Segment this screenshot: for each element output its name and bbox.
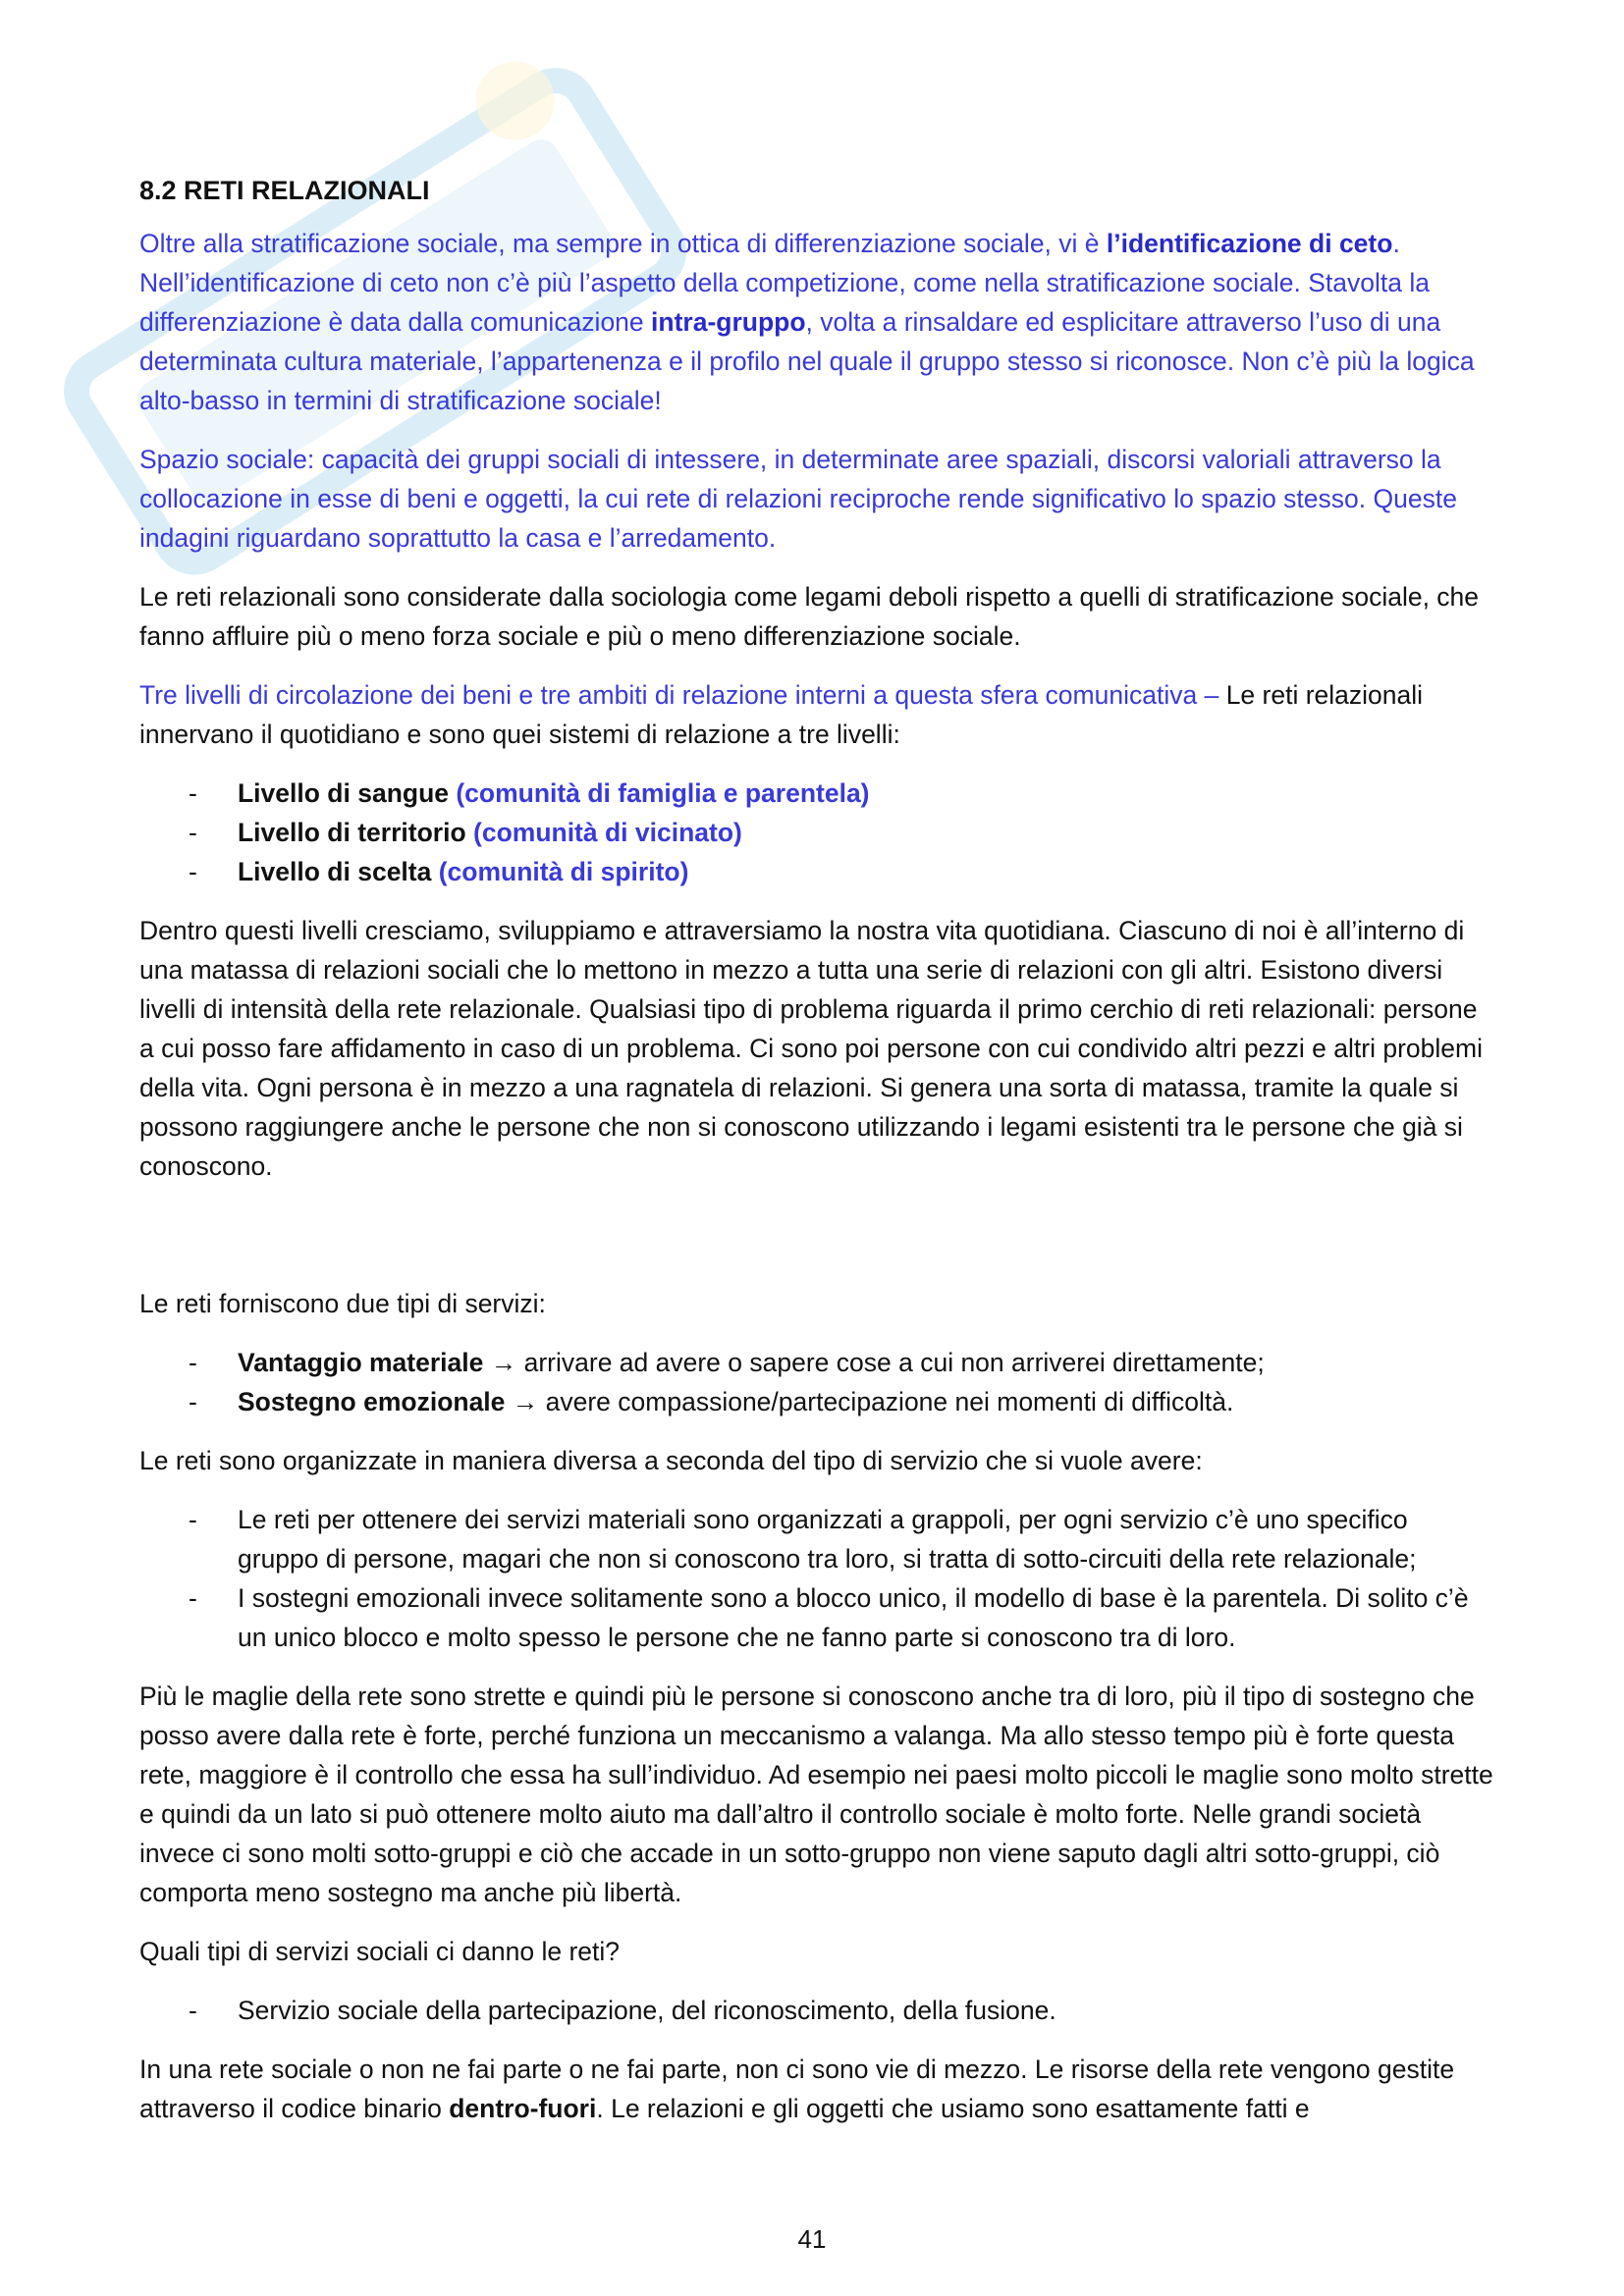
spacer: [139, 1205, 1494, 1284]
bold-term: l’identificazione di ceto: [1106, 229, 1393, 258]
paragraph-maglie-rete: Più le maglie della rete sono strette e quindi più le persone si conoscono anche tra di loro, più il tipo di sostegno che posso avere dalla rete è forte, perché funziona un meccanismo a valanga. Ma allo stesso tempo più è forte questa rete, maggiore è il controllo che essa ha sull’individuo. Ad esempio nei paesi molto piccoli le maglie sono molto strette e quindi da un lato si può ottenere molto aiuto ma dall’altro il controllo sociale è molto forte. Nelle grandi società invece ci sono molti sotto-gruppi e ciò che accade in un sotto-gruppo non viene saputo dagli altri sotto-gruppi, ciò comporta meno sostegno ma anche più libertà.: [139, 1682, 1493, 1907]
paragraph-organizzazione-intro: Le reti sono organizzate in maniera diversa a seconda del tipo di servizio che si vuole avere:: [139, 1446, 1203, 1475]
paragraph-reti-relazionali: Le reti relazionali sono considerate dalla sociologia come legami deboli rispetto a quelli di stratificazione sociale, che fanno affluire più o meno forza sociale e più o meno differenziazione sociale.: [139, 582, 1480, 651]
bold-term: dentro-fuori: [449, 2094, 597, 2123]
list-item: - Livello di scelta (comunità di spirito): [139, 852, 1494, 891]
list-item: - Servizio sociale della partecipazione, del riconoscimento, della fusione.: [139, 1991, 1494, 2030]
paragraph-spazio-sociale: Spazio sociale: capacità dei gruppi sociali di intessere, in determinate aree spaziali, discorsi valoriali attraverso la collocazione in esse di beni e oggetti, la cui rete di relazioni reciproche rende significativo lo spazio stesso. Queste indagini riguardano soprattutto la casa e l’arredamento.: [139, 445, 1457, 553]
paragraph-servizi-intro: Le reti forniscono due tipi di servizi:: [139, 1289, 546, 1318]
list-item: - Le reti per ottenere dei servizi materiali sono organizzati a grappoli, per ogni servizio c’è uno specifico gruppo di persone, magari che non si conoscono tra loro, si tratta di sotto-circuiti della rete relazionale;: [139, 1500, 1494, 1578]
paragraph-identificazione-ceto: Oltre alla stratificazione sociale, ma sempre in ottica di differenziazione sociale, vi è l’identificazione di ceto. Nell’identificazione di ceto non c’è più l’aspetto della competizione, come nella stratificazione sociale. Stavolta la differenziazione è data dalla comunicazione intra-gruppo, volta a rinsaldare ed esplicitare attraverso l’uso di una determinata cultura materiale, l’appartenenza e il profilo nel quale il gruppo stesso si riconosce. Non c’è più la logica alto-basso in termini di stratificazione sociale!: [139, 229, 1475, 415]
list-item: - Livello di sangue (comunità di famiglia e parentela): [139, 774, 1494, 813]
bold-term: intra-gruppo: [651, 307, 806, 337]
list-item: - Livello di territorio (comunità di vicinato): [139, 813, 1494, 852]
document-page: [139, 173, 1494, 2148]
paragraph-tre-livelli: Tre livelli di circolazione dei beni e tre ambiti di relazione interni a questa sfera comunicativa – Le reti relazionali innervano il quotidiano e sono quei sistemi di relazione a tre livelli:: [139, 680, 1424, 749]
levels-list: [139, 774, 1494, 891]
list-item: - Vantaggio materiale → arrivare ad avere o sapere cose a cui non arriverei direttamente;: [139, 1343, 1494, 1382]
page-number: 41: [797, 2224, 827, 2254]
services-list: [139, 1343, 1494, 1421]
paragraph-matassa: Dentro questi livelli cresciamo, sviluppiamo e attraversiamo la nostra vita quotidiana. Ciascuno di noi è all’interno di una matassa di relazioni sociali che lo mettono in mezzo a tutta una serie di relazioni con gli altri. Esistono diversi livelli di intensità della rete relazionale. Qualsiasi tipo di problema riguarda il primo cerchio di reti relazionali: persone a cui posso fare affidamento in caso di un problema. Ci sono poi persone con cui condivido altri pezzi e altri problemi della vita. Ogni persona è in mezzo a una ragnatela di relazioni. Si genera una sorta di matassa, tramite la quale si possono raggiungere anche le persone che non si conoscono utilizzando i legami esistenti tra le persone che già si conoscono.: [139, 916, 1483, 1181]
paragraph-dentro-fuori: In una rete sociale o non ne fai parte o ne fai parte, non ci sono vie di mezzo. Le risorse della rete vengono gestite attraverso il codice binario dentro-fuori. Le relazioni e gli oggetti che usiamo sono esattamente fatti e: [139, 2055, 1455, 2123]
organization-list: [139, 1500, 1494, 1657]
list-item: - I sostegni emozionali invece solitamente sono a blocco unico, il modello di base è la parentela. Di solito c’è un unico blocco e molto spesso le persone che ne fanno parte si conoscono tra di loro.: [139, 1578, 1494, 1657]
social-services-list: [139, 1991, 1494, 2030]
section-title: 8.2 RETI RELAZIONALI: [139, 176, 430, 205]
paragraph-question: Quali tipi di servizi sociali ci danno le reti?: [139, 1937, 620, 1966]
list-item: - Sostegno emozionale → avere compassione/partecipazione nei momenti di difficoltà.: [139, 1382, 1494, 1421]
